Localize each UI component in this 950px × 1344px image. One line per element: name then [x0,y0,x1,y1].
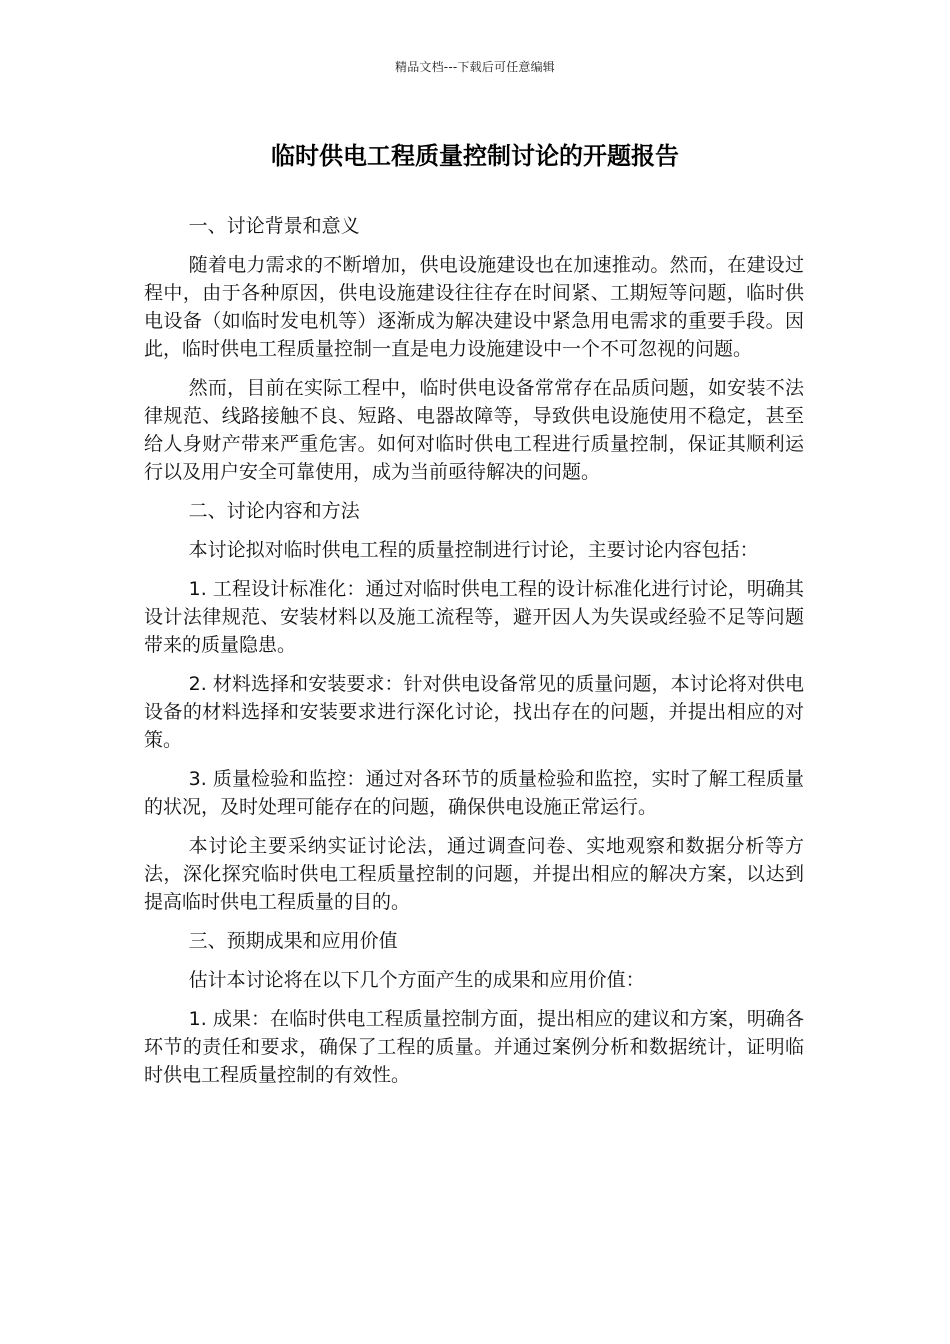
header-note: 精品文档---下载后可任意编辑 [395,60,555,74]
paragraph-background-2: 然而，目前在实际工程中，临时供电设备常常存在品质问题，如安装不法律规范、线路接触不良、短路、电器故障等，导致供电设施使用不稳定，甚至给人身财产带来严重危害。如何对临时供电工程进行质量控制，保证其顺利运行以及用户安全可靠使用，成为当前亟待解决的问题。 [144,377,804,483]
paragraph-background-1: 随着电力需求的不断增加，供电设施建设也在加速推动。然而，在建设过程中，由于各种原因，供电设施建设往往存在时间紧、工期短等问题，临时供电设备（如临时发电机等）逐渐成为解决建设中紧急用电需求的重要手段。因此，临时供电工程质量控制一直是电力设施建设中一个不可忽视的问题。 [144,254,804,360]
list-item-materials: 2. 材料选择和安装要求：针对供电设备常见的质量问题，本讨论将对供电设备的材料选择和安装要求进行深化讨论，找出存在的问题，并提出相应的对策。 [144,673,804,751]
list-item-outcome-1: 1. 成果：在临时供电工程质量控制方面，提出相应的建议和方案，明确各环节的责任和要求，确保了工程的质量。并通过案例分析和数据统计，证明临时供电工程质量控制的有效性。 [144,1008,804,1086]
list-item-inspection: 3. 质量检验和监控：通过对各环节的质量检验和监控，实时了解工程质量的状况，及时处理可能存在的问题，确保供电设施正常运行。 [144,768,804,818]
document-body [144,212,804,1100]
document-title: 临时供电工程质量控制讨论的开题报告 [271,142,679,170]
section-heading-content-method: 二、讨论内容和方法 [188,500,360,522]
paragraph-content-intro: 本讨论拟对临时供电工程的质量控制进行讨论，主要讨论内容包括： [188,539,759,561]
paragraph-method: 本讨论主要采纳实证讨论法，通过调查问卷、实地观察和数据分析等方法，深化探究临时供电工程质量控制的问题，并提出相应的解决方案，以达到提高临时供电工程质量的目的。 [144,835,804,913]
section-heading-outcomes: 三、预期成果和应用价值 [188,930,398,952]
paragraph-outcomes-intro: 估计本讨论将在以下几个方面产生的成果和应用价值： [188,969,645,991]
section-heading-background: 一、讨论背景和意义 [188,215,360,237]
list-item-design-standard: 1. 工程设计标准化：通过对临时供电工程的设计标准化进行讨论，明确其设计法律规范、安装材料以及施工流程等，避开因人为失误或经验不足等问题带来的质量隐患。 [144,578,804,656]
